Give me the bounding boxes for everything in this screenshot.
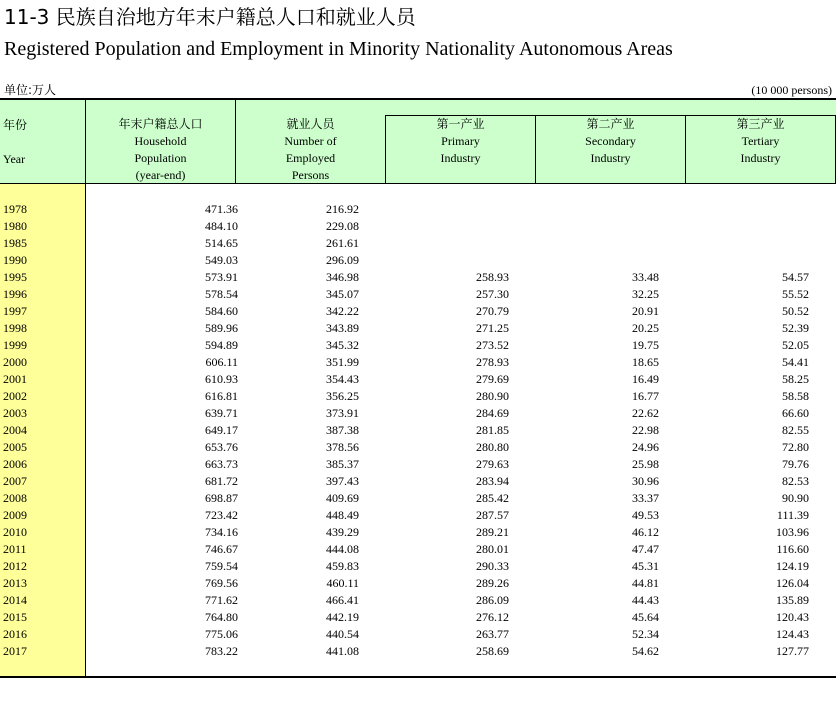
table-row	[0, 643, 836, 660]
cell-population: 594.89	[205, 338, 238, 352]
cell-year: 2010	[3, 525, 27, 539]
table-row	[0, 507, 836, 524]
cell-employed: 229.08	[326, 219, 359, 233]
cell-primary: 270.79	[476, 304, 509, 318]
header-population	[86, 116, 235, 184]
cell-year: 2016	[3, 627, 27, 641]
cell-year: 1995	[3, 270, 27, 284]
cell-secondary: 47.47	[632, 542, 659, 556]
cell-year: 2015	[3, 610, 27, 624]
cell-tertiary: 124.43	[776, 627, 809, 641]
cell-population: 573.91	[205, 270, 238, 284]
cell-primary: 283.94	[476, 474, 509, 488]
header-primary-en2: Industry	[440, 151, 481, 165]
table-row	[0, 524, 836, 541]
table-row	[0, 609, 836, 626]
cell-employed: 354.43	[326, 372, 359, 386]
cell-year: 2003	[3, 406, 27, 420]
table-row	[0, 337, 836, 354]
cell-employed: 342.22	[326, 304, 359, 318]
header-employed-en2: Employed	[285, 151, 336, 165]
cell-tertiary: 124.19	[776, 559, 809, 573]
cell-secondary: 16.77	[632, 389, 659, 403]
table-row	[0, 218, 836, 235]
cell-employed: 356.25	[326, 389, 359, 403]
cell-population: 759.54	[205, 559, 238, 573]
header-employed-en3: Persons	[291, 168, 330, 182]
header-secondary-en1: Secondary	[585, 134, 636, 148]
cell-primary: 258.93	[476, 270, 509, 284]
header-primary	[386, 116, 535, 167]
cell-population: 549.03	[205, 253, 238, 267]
cell-year: 2001	[3, 372, 27, 386]
cell-secondary: 25.98	[632, 457, 659, 471]
table-bottom-rule	[0, 676, 836, 678]
cell-year: 2012	[3, 559, 27, 573]
cell-year: 1996	[3, 287, 27, 301]
cell-employed: 409.69	[326, 491, 359, 505]
unit-label-english: (10 000 persons)	[751, 83, 832, 97]
cell-population: 653.76	[205, 440, 238, 454]
table-row	[0, 371, 836, 388]
cell-employed: 460.11	[326, 576, 359, 590]
header-population-en3: (year-end)	[135, 168, 186, 182]
cell-tertiary: 66.60	[782, 406, 809, 420]
cell-primary: 258.69	[476, 644, 509, 658]
cell-population: 769.56	[205, 576, 238, 590]
cell-secondary: 52.34	[632, 627, 659, 641]
cell-population: 649.17	[205, 423, 238, 437]
cell-year: 2002	[3, 389, 27, 403]
cell-year: 2017	[3, 644, 27, 658]
cell-primary: 263.77	[476, 627, 509, 641]
cell-employed: 385.37	[326, 457, 359, 471]
cell-population: 471.36	[205, 202, 238, 216]
cell-population: 663.73	[205, 457, 238, 471]
cell-population: 746.67	[205, 542, 238, 556]
cell-secondary: 20.91	[632, 304, 659, 318]
cell-primary: 285.42	[476, 491, 509, 505]
year-header-cn: 年份	[3, 118, 28, 132]
cell-tertiary: 52.39	[782, 321, 809, 335]
cell-employed: 343.89	[326, 321, 359, 335]
table-row	[0, 626, 836, 643]
cell-secondary: 44.43	[632, 593, 659, 607]
page-title-chinese: 11-3 民族自治地方年末户籍总人口和就业人员	[4, 5, 416, 29]
cell-tertiary: 90.90	[782, 491, 809, 505]
table-row	[0, 473, 836, 490]
cell-year: 2004	[3, 423, 27, 437]
header-secondary	[536, 116, 685, 167]
header-secondary-en2: Industry	[590, 151, 631, 165]
page-title-english: Registered Population and Employment in Minority Nationality Autonomous Areas	[4, 38, 673, 60]
cell-population: 514.65	[205, 236, 238, 250]
cell-population: 771.62	[205, 593, 238, 607]
cell-year: 2000	[3, 355, 27, 369]
table-row	[0, 422, 836, 439]
cell-year: 2007	[3, 474, 27, 488]
cell-employed: 459.83	[326, 559, 359, 573]
cell-population: 681.72	[205, 474, 238, 488]
cell-tertiary: 58.58	[782, 389, 809, 403]
cell-primary: 279.63	[476, 457, 509, 471]
cell-secondary: 22.98	[632, 423, 659, 437]
cell-primary: 284.69	[476, 406, 509, 420]
cell-employed: 466.41	[326, 593, 359, 607]
table-row	[0, 286, 836, 303]
cell-year: 1997	[3, 304, 27, 318]
cell-primary: 278.93	[476, 355, 509, 369]
table-row	[0, 541, 836, 558]
cell-employed: 442.19	[326, 610, 359, 624]
cell-year: 2008	[3, 491, 27, 505]
cell-employed: 441.08	[326, 644, 359, 658]
table-row	[0, 303, 836, 320]
cell-population: 723.42	[205, 508, 238, 522]
cell-year: 2013	[3, 576, 27, 590]
cell-employed: 296.09	[326, 253, 359, 267]
cell-year: 2005	[3, 440, 27, 454]
cell-primary: 286.09	[476, 593, 509, 607]
unit-label-chinese: 单位:万人	[4, 83, 57, 97]
cell-employed: 345.32	[326, 338, 359, 352]
cell-year: 2014	[3, 593, 27, 607]
header-population-en2: Population	[134, 151, 187, 165]
cell-employed: 346.98	[326, 270, 359, 284]
cell-primary: 276.12	[476, 610, 509, 624]
cell-year: 2011	[3, 542, 27, 556]
cell-secondary: 24.96	[632, 440, 659, 454]
cell-tertiary: 50.52	[782, 304, 809, 318]
cell-year: 1978	[3, 202, 27, 216]
cell-primary: 281.85	[476, 423, 509, 437]
cell-primary: 290.33	[476, 559, 509, 573]
table-row	[0, 235, 836, 252]
cell-secondary: 32.25	[632, 287, 659, 301]
cell-employed: 448.49	[326, 508, 359, 522]
cell-primary: 280.80	[476, 440, 509, 454]
cell-secondary: 44.81	[632, 576, 659, 590]
header-employed-cn: 就业人员	[286, 117, 335, 131]
cell-secondary: 30.96	[632, 474, 659, 488]
table-row	[0, 252, 836, 269]
cell-employed: 439.29	[326, 525, 359, 539]
cell-primary: 279.69	[476, 372, 509, 386]
cell-population: 764.80	[205, 610, 238, 624]
cell-tertiary: 82.53	[782, 474, 809, 488]
cell-employed: 440.54	[326, 627, 359, 641]
cell-tertiary: 116.60	[776, 542, 809, 556]
cell-population: 578.54	[205, 287, 238, 301]
table-row	[0, 201, 836, 218]
header-primary-cn: 第一产业	[436, 117, 485, 131]
header-tertiary-en2: Industry	[740, 151, 781, 165]
table-row	[0, 592, 836, 609]
header-population-en1: Household	[134, 134, 187, 148]
year-header-en: Year	[3, 152, 26, 166]
header-employed-en1: Number of	[284, 134, 337, 148]
cell-year: 2009	[3, 508, 27, 522]
header-tertiary	[686, 116, 835, 167]
header-tertiary-en1: Tertiary	[741, 134, 780, 148]
cell-employed: 378.56	[326, 440, 359, 454]
cell-employed: 373.91	[326, 406, 359, 420]
cell-year: 2006	[3, 457, 27, 471]
cell-tertiary: 52.05	[782, 338, 809, 352]
cell-tertiary: 111.39	[776, 508, 809, 522]
header-tertiary-cn: 第三产业	[736, 117, 785, 131]
cell-primary: 289.21	[476, 525, 509, 539]
cell-population: 775.06	[205, 627, 238, 641]
cell-tertiary: 135.89	[776, 593, 809, 607]
cell-primary: 257.30	[476, 287, 509, 301]
cell-year: 1999	[3, 338, 27, 352]
cell-employed: 397.43	[326, 474, 359, 488]
cell-tertiary: 120.43	[776, 610, 809, 624]
cell-tertiary: 54.57	[782, 270, 809, 284]
cell-secondary: 33.37	[632, 491, 659, 505]
cell-population: 589.96	[205, 321, 238, 335]
table-row	[0, 456, 836, 473]
table-row	[0, 575, 836, 592]
header-secondary-cn: 第二产业	[586, 117, 635, 131]
cell-year: 1990	[3, 253, 27, 267]
cell-year: 1985	[3, 236, 27, 250]
table-row	[0, 388, 836, 405]
table-row	[0, 269, 836, 286]
cell-primary: 289.26	[476, 576, 509, 590]
cell-tertiary: 58.25	[782, 372, 809, 386]
header-population-cn: 年末户籍总人口	[118, 117, 203, 131]
cell-year: 1998	[3, 321, 27, 335]
table-row	[0, 320, 836, 337]
cell-secondary: 16.49	[632, 372, 659, 386]
cell-population: 783.22	[205, 644, 238, 658]
cell-secondary: 22.62	[632, 406, 659, 420]
header-employed	[236, 116, 385, 184]
cell-secondary: 20.25	[632, 321, 659, 335]
cell-secondary: 19.75	[632, 338, 659, 352]
cell-tertiary: 126.04	[776, 576, 809, 590]
cell-primary: 271.25	[476, 321, 509, 335]
cell-primary: 273.52	[476, 338, 509, 352]
cell-tertiary: 55.52	[782, 287, 809, 301]
header-primary-en1: Primary	[441, 134, 480, 148]
cell-population: 484.10	[205, 219, 238, 233]
cell-population: 616.81	[205, 389, 238, 403]
cell-secondary: 54.62	[632, 644, 659, 658]
cell-employed: 216.92	[326, 202, 359, 216]
cell-population: 698.87	[205, 491, 238, 505]
cell-tertiary: 72.80	[782, 440, 809, 454]
cell-secondary: 45.31	[632, 559, 659, 573]
cell-population: 639.71	[205, 406, 238, 420]
cell-secondary: 46.12	[632, 525, 659, 539]
cell-employed: 345.07	[326, 287, 359, 301]
cell-year: 1980	[3, 219, 27, 233]
table-top-rule	[0, 98, 836, 100]
cell-tertiary: 103.96	[776, 525, 809, 539]
table-row	[0, 558, 836, 575]
cell-employed: 351.99	[326, 355, 359, 369]
table-row	[0, 405, 836, 422]
cell-employed: 387.38	[326, 423, 359, 437]
cell-primary: 280.01	[476, 542, 509, 556]
cell-population: 610.93	[205, 372, 238, 386]
cell-population: 606.11	[205, 355, 238, 369]
cell-tertiary: 82.55	[782, 423, 809, 437]
cell-employed: 444.08	[326, 542, 359, 556]
cell-tertiary: 79.76	[782, 457, 809, 471]
cell-secondary: 45.64	[632, 610, 659, 624]
cell-secondary: 49.53	[632, 508, 659, 522]
cell-primary: 287.57	[476, 508, 509, 522]
table-row	[0, 439, 836, 456]
table-row	[0, 490, 836, 507]
cell-tertiary: 54.41	[782, 355, 809, 369]
cell-population: 734.16	[205, 525, 238, 539]
cell-tertiary: 127.77	[776, 644, 809, 658]
cell-secondary: 33.48	[632, 270, 659, 284]
cell-secondary: 18.65	[632, 355, 659, 369]
table-row	[0, 354, 836, 371]
cell-population: 584.60	[205, 304, 238, 318]
cell-primary: 280.90	[476, 389, 509, 403]
cell-employed: 261.61	[326, 236, 359, 250]
